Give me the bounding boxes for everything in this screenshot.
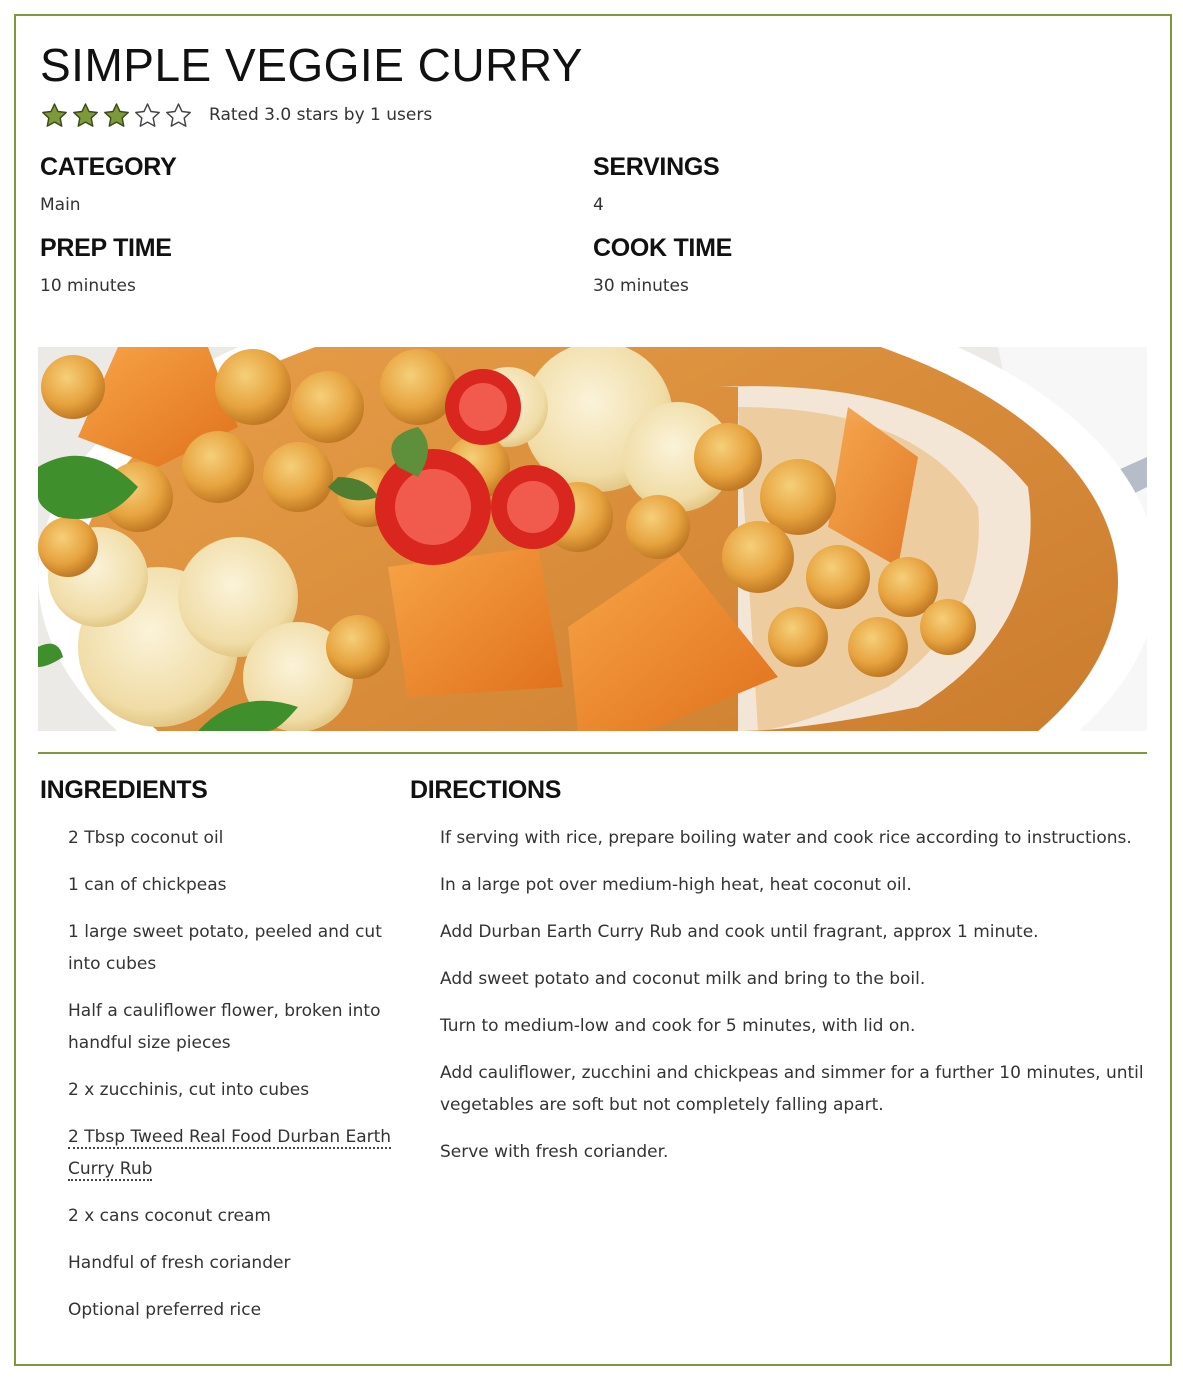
ingredient-item: 1 large sweet potato, peeled and cut into cubes	[68, 922, 382, 974]
direction-step: Add cauliflower, zucchini and chickpeas and simmer for a further 10 minutes, until vegetables are soft but not completely falling apart.	[440, 1063, 1144, 1115]
direction-step: Serve with fresh coriander.	[440, 1142, 669, 1162]
direction-step: Turn to medium-low and cook for 5 minutes, with lid on.	[440, 1016, 916, 1036]
ingredient-item: Optional preferred rice	[68, 1300, 262, 1320]
ingredient-item: Half a cauliflower flower, broken into handful size pieces	[68, 1001, 381, 1053]
servings-label: SERVINGS	[593, 153, 720, 181]
prep-time-value: 10 minutes	[40, 276, 136, 296]
ingredient-item: 2 x zucchinis, cut into cubes	[68, 1080, 310, 1100]
curry-bowl-image	[38, 347, 1147, 731]
recipe-photo	[38, 347, 1147, 731]
servings-value: 4	[593, 195, 604, 215]
direction-step: Add sweet potato and coconut milk and bring to the boil.	[440, 969, 926, 989]
ingredient-item: 2 x cans coconut cream	[68, 1206, 271, 1226]
direction-step: If serving with rice, prepare boiling water and cook rice according to instructions.	[440, 828, 1132, 848]
category-label: CATEGORY	[40, 153, 177, 181]
star-empty-icon[interactable]	[164, 101, 193, 130]
recipe-title: SIMPLE VEGGIE CURRY	[40, 39, 583, 91]
rating-summary: Rated 3.0 stars by 1 users	[209, 105, 433, 125]
ingredients-heading: INGREDIENTS	[40, 776, 208, 804]
cook-time-label: COOK TIME	[593, 234, 732, 262]
star-empty-icon[interactable]	[133, 101, 162, 130]
direction-step: In a large pot over medium-high heat, heat coconut oil.	[440, 875, 912, 895]
cook-time-value: 30 minutes	[593, 276, 689, 296]
prep-time-label: PREP TIME	[40, 234, 172, 262]
rating-row	[40, 100, 432, 130]
curry-rub-link[interactable]: 2 Tbsp Tweed Real Food Durban Earth Curry Rub	[68, 1127, 392, 1179]
ingredient-item: 1 can of chickpeas	[68, 875, 227, 895]
ingredient-item: 2 Tbsp coconut oil	[68, 828, 224, 848]
star-filled-icon[interactable]	[40, 101, 69, 130]
direction-step: Add Durban Earth Curry Rub and cook until fragrant, approx 1 minute.	[440, 922, 1039, 942]
ingredient-item: Handful of fresh coriander	[68, 1253, 291, 1273]
recipe-card	[14, 14, 1172, 1366]
directions-heading: DIRECTIONS	[410, 776, 562, 804]
star-filled-icon[interactable]	[102, 101, 131, 130]
section-divider	[38, 752, 1147, 754]
star-filled-icon[interactable]	[71, 101, 100, 130]
directions-list	[440, 822, 1160, 1183]
ingredient-item	[68, 1121, 408, 1185]
ingredients-list	[68, 822, 408, 1341]
star-rating[interactable]	[40, 101, 193, 130]
category-value: Main	[40, 195, 81, 215]
